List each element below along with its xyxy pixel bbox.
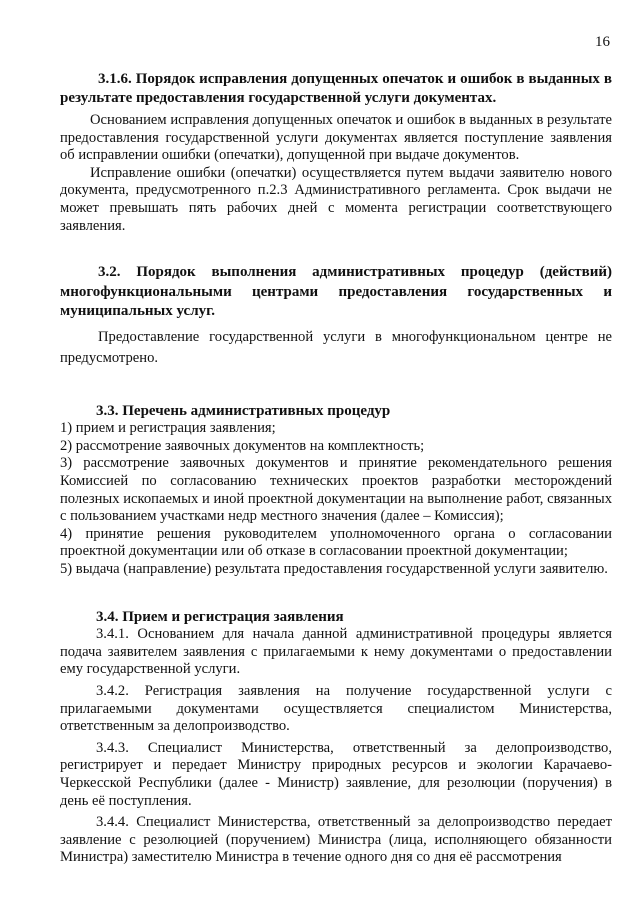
procedure-list-item: 4) принятие решения руководителем уполномоченного органа о согласовании проектной документации или об отказе в согласовании проектной документации;: [60, 525, 612, 560]
procedure-list-item: 3) рассмотрение заявочных документов и принятие рекомендательного решения Комиссией по согласованию технических проектов разработки месторождений полезных ископаемых и иной проектной документации на выполнение работ, связанных с пользованием участками недр местного значения (далее – Комиссия);: [60, 455, 612, 525]
document-body: [60, 70, 612, 867]
section-3-4-heading: 3.4. Прием и регистрация заявления: [96, 608, 344, 625]
section-3-4-1-paragraph: 3.4.1. Основанием для начала данной административной процедуры является подача заявителем заявления с прилагаемыми к нему документами о предоставлении ему государственной услуги.: [60, 626, 612, 678]
section-3-1-6-paragraph-2: Исправление ошибки (опечатки) осуществляется путем выдачи заявителю нового документа, предусмотренного п.2.3 Административного регламента. Срок выдачи не может превышать пять рабочих дней с момента регистрации соответствующего заявления.: [60, 164, 612, 234]
section-3-2-heading: 3.2. Порядок выполнения административных процедур (действий) многофункциональными центрами предоставления государственных и муниципальных услуг.: [60, 264, 612, 320]
procedure-list-item: 1) прием и регистрация заявления;: [60, 420, 276, 437]
procedure-list-item: 5) выдача (направление) результата предоставления государственной услуги заявителю.: [60, 561, 608, 577]
page-number: 16: [595, 34, 610, 50]
section-3-3-heading: 3.3. Перечень административных процедур: [96, 402, 391, 419]
section-3-1-6-heading: 3.1.6. Порядок исправления допущенных опечаток и ошибок в выданных в результате предоставления государственной услуги документах.: [60, 71, 612, 106]
section-3-4-3-paragraph: 3.4.3. Специалист Министерства, ответственный за делопроизводство, регистрирует и передает Министру природных ресурсов и экологии Карачаево-Черкесской Республики (далее - Министр) заявление, для резолюции (поручения) в день её поступления.: [60, 739, 612, 809]
section-3-1-6-paragraph-1: Основанием исправления допущенных опечаток и ошибок в выданных в результате предоставления государственной услуги документах является поступление заявления об исправлении ошибки (опечатки), допущенной при выдаче документов.: [60, 112, 612, 164]
section-3-4-2-paragraph: 3.4.2. Регистрация заявления на получение государственной услуги с прилагаемыми документами осуществляется специалистом Министерства, ответственным за делопроизводство.: [60, 682, 612, 735]
section-3-2-paragraph-1: Предоставление государственной услуги в многофункциональном центре не предусмотрено.: [60, 328, 612, 366]
section-3-4-4-paragraph: 3.4.4. Специалист Министерства, ответственный за делопроизводство передает заявление с резолюцией (поручением) Министра (лица, исполняющего обязанности Министра) заместителю Министра в течение одного дня со дня её рассмотрения: [60, 814, 612, 866]
procedure-list-item: 2) рассмотрение заявочных документов на комплектность;: [60, 437, 425, 454]
